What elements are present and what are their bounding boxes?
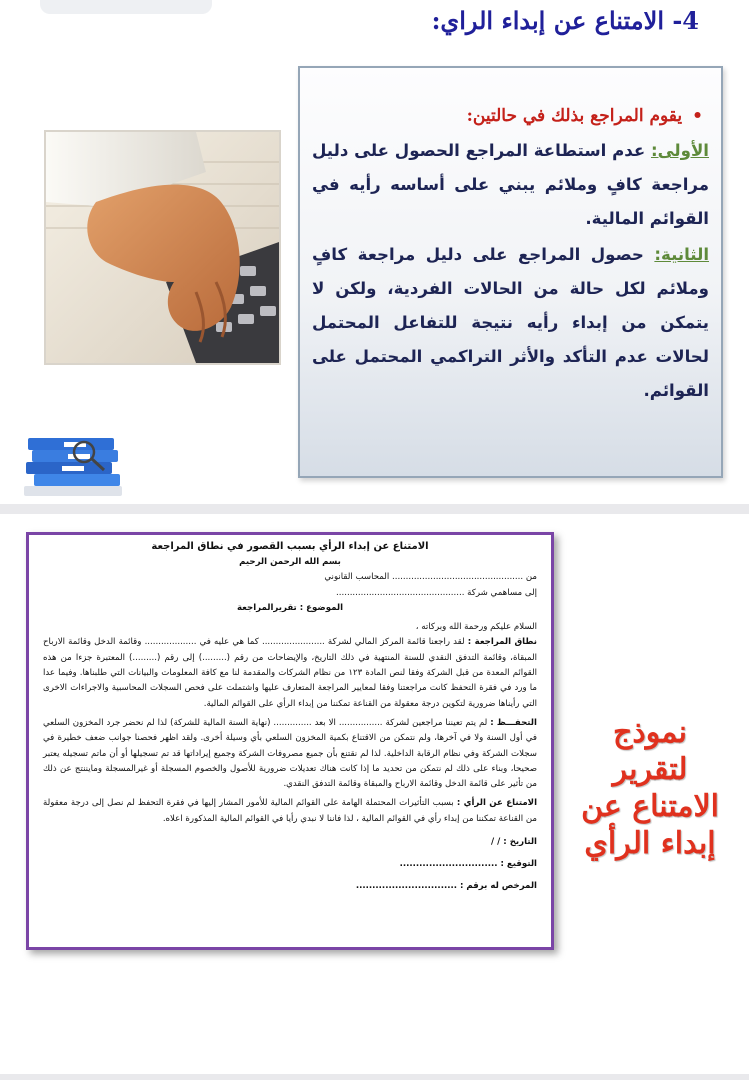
previous-slide-edge [40,0,212,14]
case-two-paragraph [312,238,709,408]
scope-text: لقد راجعنا قائمة المركز المالي لشركة ....................... كما هي عليه في ................... وقائمة الدخل وقائمة الارباح المبقاة، وقائمة التدفق النقدي للسنة المنتهية في ذلك التاريخ، والإيضاحات من رقم (.........) إلى رقم (.........) المعتبرة جزءا من هذه القوائم المعدة من قبل الشركة وفقا لنص المادة ١٢٣ من نظام الشركات والمقدمة لنا مع كافة المعلومات والبيانات التي طلبناها. وفيما عدا ما ورد في فقرة التحفظ كانت مراجعتنا وفقا لمعايير المراجعة المتعارف عليها واشتملت على فحص السجلات المحاسبية والاجراءات الاخرى التي رأيناها ضرورية لتكوين درجة معقولة من القناعة تمكننا من إبداء الرأي على القوائم المالية. [43,637,537,709]
reservation-label: التحفـــظ : [490,717,537,728]
case-one-paragraph [312,134,709,236]
next-slide-edge [0,1080,749,1091]
stacked-folders-icon [24,432,128,498]
case-two-text: حصول المراجع على دليل مراجعة كافٍ وملائم لكل حالة من الحالات الفردية، ولكن لا يتمكن من إبداء رأيه نتيجة للتفاعل المحتمل لحالات عدم التأكد والأثر التراكمي المحتمل على القوائم. [312,245,709,400]
bullet-heading [312,106,709,126]
report-letter [26,532,554,950]
letter-subject: الموضوع : تقريرالمراجعة [236,602,344,613]
slide-title: 4- الامتناع عن إبداء الراي: [431,6,699,35]
bullet-text: يقوم المراجع بذلك في حالتين: [466,106,683,126]
letter-date: التاريخ : / / [491,837,537,848]
disclaimer-label: الامتناع عن الرأي : [456,798,538,809]
letter-signature: التوقيع : .............................. [399,859,537,870]
letter-from: من ................................................ المحاسب القانوني [324,572,537,583]
reservation-paragraph [43,716,537,792]
slide-report-template [0,514,749,1074]
disclaimer-text: بسبب التأثيرات المحتملة الهامة على القوائم المالية للأمور المشار إليها في فقرة التحفظ لم نصل إلى درجة معقولة من القناعة تمكننا من إبداء رأي في القوائم المالية ، لذا فاننا لا نبدي رأيا في القوائم المالية المذكورة اعلاه. [43,798,537,824]
letter-greeting: السلام عليكم ورحمة الله وبركاته ، [415,622,537,633]
case-one-text: عدم استطاعة المراجع الحصول على دليل مراجعة كافٍ وملائم يبني على أساسه رأيه في القوائم المالية. [312,141,709,228]
disclaimer-paragraph [43,796,537,827]
scope-paragraph [43,635,537,711]
letter-license: المرخص له برقم : ............................... [355,881,537,892]
side-title: نموذج لتقرير الامتناع عن إبداء الرأي [581,715,719,861]
hand-calculator-photo [44,130,281,365]
content-box [298,66,723,478]
case-one-label: الأولى: [650,141,709,160]
hand-calculator-illustration [46,132,279,363]
letter-to: إلى مساهمي شركة ............................................... [336,587,537,598]
letter-title: الامتناع عن إبداء الرأي بسبب القصور في نطاق المراجعة [151,541,429,552]
reservation-text: لم يتم تعيننا مراجعين لشركة ................ الا بعد .............. (نهاية السنة المالية للشركة) لذا لم نحضر جرد المخزون السلعي في أول السنة ولا في آخرها، ولم نتمكن من الاقتناع بكمية المخزون السلعي بأي وسيلة أخرى. ولقد اظهر فحصنا جوانب ضعف خطيرة في سجلات الشركة وفي نظام الرقابة الداخلية. لذا لم نقتنع بأن جميع مصروفات الشركة وجميع إيراداتها قد تم تسجيلها أو أن ماتم تسجيله يعتبر صحيحا، وبناء على ذلك لم نتمكن من تحديد ما إذا كانت هناك تعديلات ضرورية للأصول والخصوم المسجلة أو غيرالمسجلة ومايننتج عن ذلك من تأثير على قائمة الدخل وقائمة الارباح والمبقاة وقائمة التدفق النقدي. [43,717,537,790]
case-two-label: الثانية: [654,245,710,264]
scope-label: نطاق المراجعة : [467,637,537,648]
bullet-icon: • [692,106,703,126]
letter-basmala: بسم الله الرحمن الرحيم [239,557,341,567]
slide-disclaimer-of-opinion [0,0,749,504]
